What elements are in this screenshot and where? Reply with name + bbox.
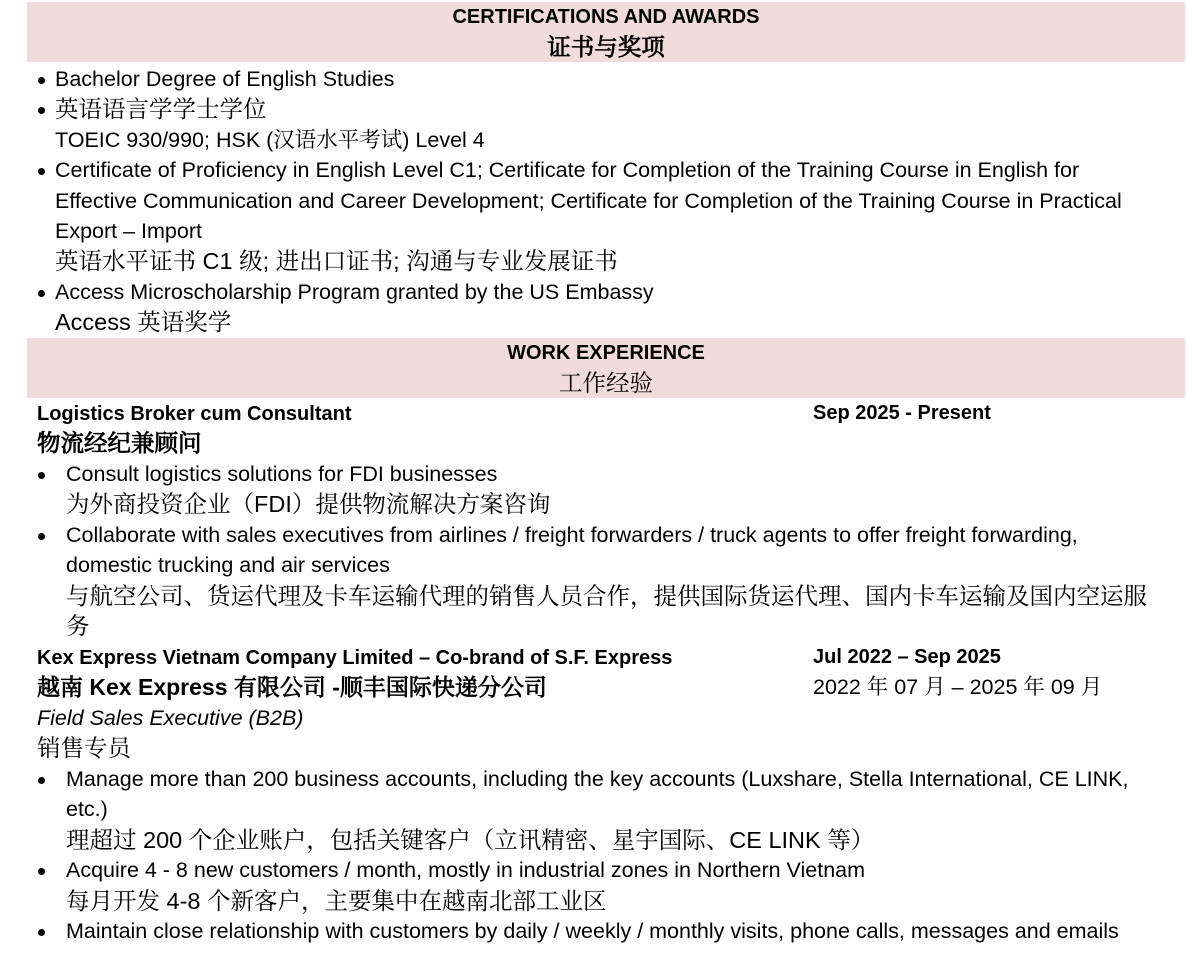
company-name-zh: 越南 Kex Express 有限公司 -顺丰国际快递分公司 xyxy=(37,674,547,701)
bullet-icon xyxy=(38,77,45,84)
section-title-zh: 证书与奖项 xyxy=(547,34,665,60)
list-item-line: 英语语言学学士学位 xyxy=(55,96,267,123)
list-item-line: domestic trucking and air services xyxy=(66,553,390,578)
list-item-line: Access 英语奖学 xyxy=(55,309,232,336)
list-item-line: Consult logistics solutions for FDI businesses xyxy=(66,461,498,486)
list-item-line: Bachelor Degree of English Studies xyxy=(55,67,395,91)
list-item-line: TOEIC 930/990; HSK (汉语水平考试) Level 4 xyxy=(55,127,485,152)
job-dates: Jul 2022 – Sep 2025 xyxy=(813,645,1001,668)
job-heading-row-zh xyxy=(0,672,1188,703)
list-item-line: Manage more than 200 business accounts, including the key accounts (Luxshare, Stella International, CE LINK, xyxy=(66,766,1129,791)
list-item-line: Collaborate with sales executives from airlines / freight forwarders / truck agents to offer freight forwarding, xyxy=(66,522,1078,547)
list-item-line: Maintain close relationship with customers by daily / weekly / monthly visits, phone calls, messages and emails xyxy=(66,919,1119,944)
job-role: Field Sales Executive (B2B) xyxy=(37,705,304,730)
job-dates: Sep 2025 - Present xyxy=(813,401,991,424)
list-item xyxy=(0,855,1188,916)
list-item xyxy=(0,277,1188,338)
list-item-line: 理超过 200 个企业账户，包括关键客户（立讯精密、星宇国际、CE LINK 等） xyxy=(66,826,875,853)
job-role-zh: 销售专员 xyxy=(37,735,131,762)
job-heading-row xyxy=(0,642,1188,673)
section-title: CERTIFICATIONS AND AWARDS xyxy=(452,6,760,28)
list-item-line: 英语水平证书 C1 级; 进出口证书; 沟通与专业发展证书 xyxy=(55,248,618,275)
list-item xyxy=(0,764,1188,856)
job-entry xyxy=(0,642,1188,947)
list-item xyxy=(0,94,1188,155)
section-header xyxy=(27,338,1185,398)
job-duties-list xyxy=(0,459,1188,642)
section-header xyxy=(27,2,1185,62)
list-item xyxy=(0,459,1188,520)
list-item-line: Access Microscholarship Program granted by the US Embassy xyxy=(55,279,654,304)
list-item xyxy=(0,155,1188,277)
job-title: Logistics Broker cum Consultant xyxy=(37,402,352,425)
job-title-zh: 物流经纪兼顾问 xyxy=(37,430,202,457)
list-item xyxy=(0,916,1188,947)
list-item xyxy=(0,520,1188,642)
certifications-list xyxy=(0,64,1188,338)
certifications-section xyxy=(0,2,1188,338)
list-item-line: 与航空公司、货运代理及卡车运输代理的销售人员合作，提供国际货运代理、国内卡车运输及国内空运服 xyxy=(66,582,1147,609)
work-experience-section xyxy=(0,338,1188,947)
section-title-zh: 工作经验 xyxy=(559,369,653,396)
job-dates-zh: 2022 年 07 月 – 2025 年 09 月 xyxy=(813,675,1103,700)
bullet-icon xyxy=(38,290,45,297)
list-item-line: Effective Communication and Career Development; Certificate for Completion of the Training Course in Practical xyxy=(55,188,1122,213)
list-item-line: 务 xyxy=(66,613,90,640)
job-entry xyxy=(0,398,1188,642)
list-item-line: Certificate of Proficiency in English Level C1; Certificate for Completion of the Training Course in English for xyxy=(55,158,1080,183)
company-name: Kex Express Vietnam Company Limited – Co-brand of S.F. Express xyxy=(37,646,673,669)
list-item-line: Acquire 4 - 8 new customers / month, mostly in industrial zones in Northern Vietnam xyxy=(66,858,866,883)
list-item-line: 每月开发 4-8 个新客户，主要集中在越南北部工业区 xyxy=(66,887,607,914)
list-item xyxy=(0,64,1188,94)
list-item-line: etc.) xyxy=(66,797,108,822)
section-title: WORK EXPERIENCE xyxy=(507,341,705,364)
job-heading-row-zh xyxy=(0,428,1188,459)
list-item-line: Export – Import xyxy=(55,218,202,243)
list-item-line: 为外商投资企业（FDI）提供物流解决方案咨询 xyxy=(66,491,551,518)
job-duties-list xyxy=(0,764,1188,947)
job-heading-row xyxy=(0,398,1188,429)
